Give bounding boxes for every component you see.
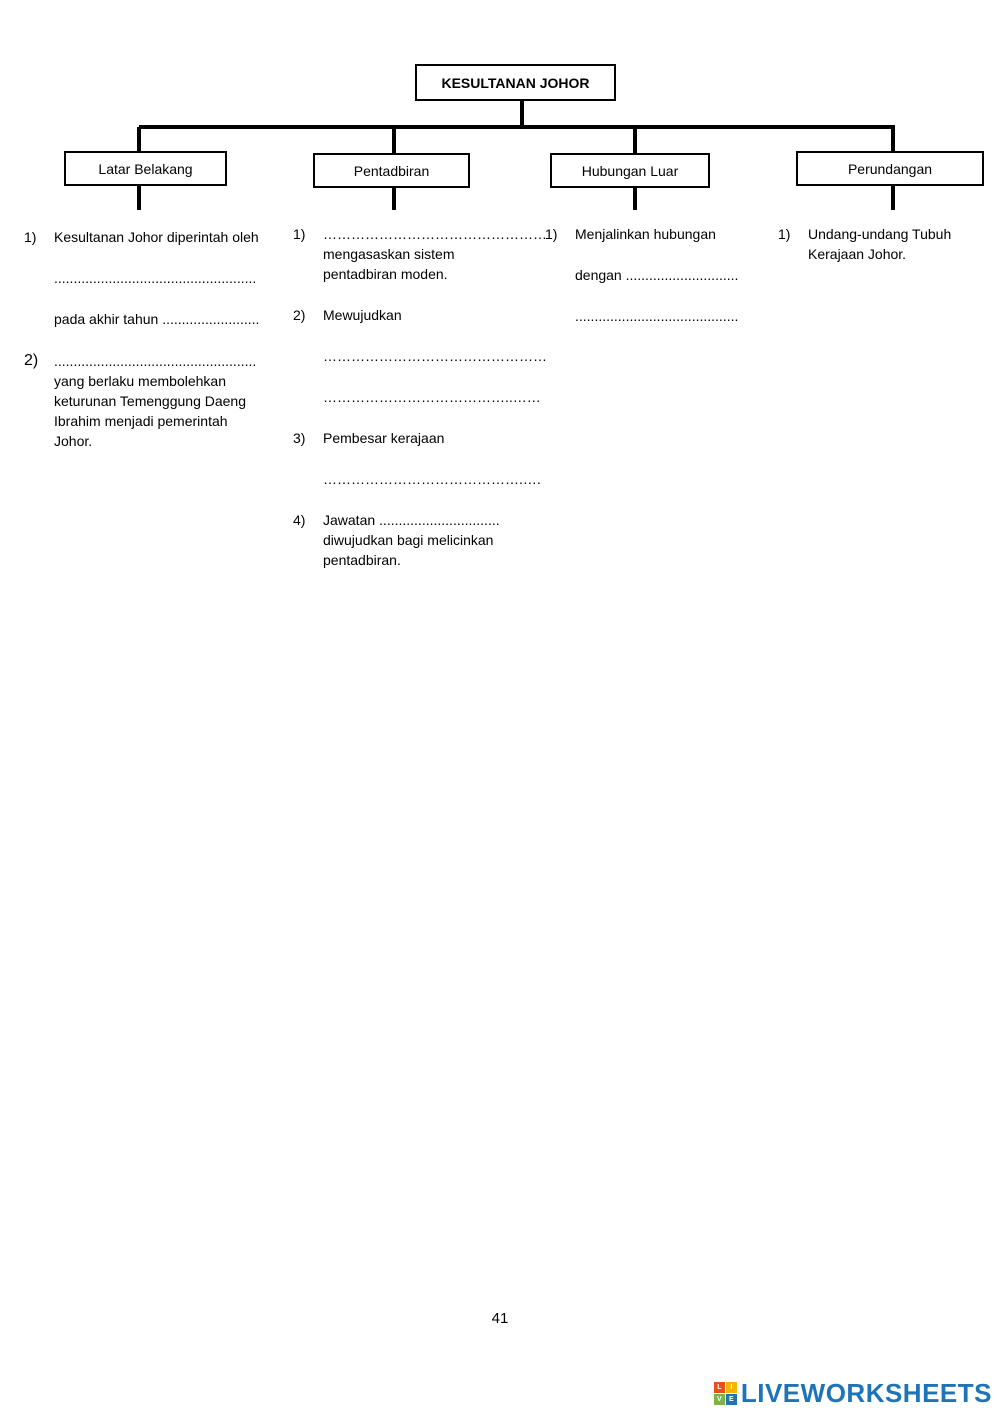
- pentadbiran-item-1-answer-blank[interactable]: …………………………………………: [323, 226, 547, 242]
- pentadbiran-item-4-answer-blank[interactable]: Jawatan ...............................: [323, 512, 500, 528]
- root-box: [415, 64, 616, 101]
- item-number: 1): [778, 226, 791, 242]
- liveworksheets-logo-icon: L I V E: [714, 1382, 737, 1405]
- item-number: 3): [293, 430, 306, 446]
- pentadbiran-item-4-line-3: pentadbiran.: [323, 552, 401, 568]
- perundangan-item-1-line-1: Undang-undang Tubuh: [808, 226, 952, 242]
- branch-box-hubungan: [550, 153, 710, 188]
- pentadbiran-item-4-line-2: diwujudkan bagi melicinkan: [323, 532, 494, 548]
- hubungan-item-1-answer-blank-2[interactable]: ..........................................: [575, 308, 739, 324]
- hubungan-item-1-answer-blank-1[interactable]: dengan .............................: [575, 267, 739, 283]
- pentadbiran-item-3: [293, 428, 541, 489]
- latar-item-2-answer-blank[interactable]: ....................................................: [54, 353, 257, 369]
- branch-label-latar: Latar Belakang: [98, 160, 193, 177]
- latar-column: [24, 227, 286, 451]
- liveworksheets-brand: [714, 1378, 992, 1409]
- tail-line-pentadbiran: [392, 188, 396, 210]
- branch-box-latar: [64, 151, 227, 186]
- perundangan-item-1: [778, 224, 993, 264]
- pentadbiran-item-2-line-1: Mewujudkan: [323, 307, 402, 323]
- branch-label-hubungan: Hubungan Luar: [581, 162, 679, 179]
- item-number: 2): [293, 307, 306, 323]
- branch-box-perundangan: [796, 151, 984, 186]
- hubungan-column: [545, 224, 775, 326]
- pentadbiran-item-2-answer-blank-2[interactable]: …………………………………..……: [323, 389, 541, 405]
- hubungan-item-1: [545, 224, 775, 326]
- drop-line-latar: [137, 127, 141, 152]
- latar-item-1-answer-blank[interactable]: ....................................................: [54, 270, 257, 286]
- item-number: 4): [293, 512, 306, 528]
- pentadbiran-item-2: [293, 305, 547, 407]
- tail-line-hubungan: [633, 188, 637, 210]
- pentadbiran-column: [293, 224, 547, 570]
- drop-line-perundangan: [891, 127, 895, 152]
- latar-item-1-line-1: Kesultanan Johor diperintah oleh: [54, 229, 259, 245]
- branch-box-pentadbiran: [313, 153, 470, 188]
- root-title: KESULTANAN JOHOR: [441, 74, 590, 91]
- root-stem: [520, 101, 524, 128]
- page-number: 41: [491, 1310, 509, 1327]
- drop-line-pentadbiran: [392, 127, 396, 154]
- latar-item-2-line-4: Ibrahim menjadi pemerintah: [54, 413, 228, 429]
- pentadbiran-item-3-answer-blank[interactable]: …………………………………….….: [323, 471, 541, 487]
- tail-line-perundangan: [891, 186, 895, 210]
- pentadbiran-item-4: [293, 510, 533, 570]
- latar-item-2-line-2: yang berlaku membolehkan: [54, 373, 226, 389]
- perundangan-column: [778, 224, 993, 264]
- item-number: 1): [545, 226, 558, 242]
- item-number: 1): [24, 229, 37, 245]
- latar-item-2: [24, 351, 286, 451]
- latar-item-2-line-3: keturunan Temenggung Daeng: [54, 393, 247, 409]
- latar-item-1: [24, 227, 286, 329]
- branch-label-pentadbiran: Pentadbiran: [353, 162, 430, 179]
- latar-item-1-line-3[interactable]: pada akhir tahun .........................: [54, 311, 260, 327]
- pentadbiran-item-2-answer-blank-1[interactable]: …………………………………………: [323, 348, 547, 364]
- item-number: 1): [293, 226, 306, 242]
- pentadbiran-item-3-line-1: Pembesar kerajaan: [323, 430, 445, 446]
- drop-line-hubungan: [633, 127, 637, 154]
- hubungan-item-1-line-1: Menjalinkan hubungan: [575, 226, 716, 242]
- pentadbiran-item-1: [293, 224, 547, 284]
- branch-label-perundangan: Perundangan: [847, 160, 933, 177]
- item-number: 2): [24, 352, 39, 369]
- liveworksheets-wordmark: LIVEWORKSHEETS: [740, 1378, 992, 1408]
- pentadbiran-item-1-line-2: mengasaskan sistem: [323, 246, 455, 262]
- tail-line-latar: [137, 186, 141, 210]
- pentadbiran-item-1-line-3: pentadbiran moden.: [323, 266, 448, 282]
- latar-item-2-line-5: Johor.: [54, 433, 93, 449]
- horizontal-connector: [139, 125, 895, 129]
- perundangan-item-1-line-2: Kerajaan Johor.: [808, 246, 907, 262]
